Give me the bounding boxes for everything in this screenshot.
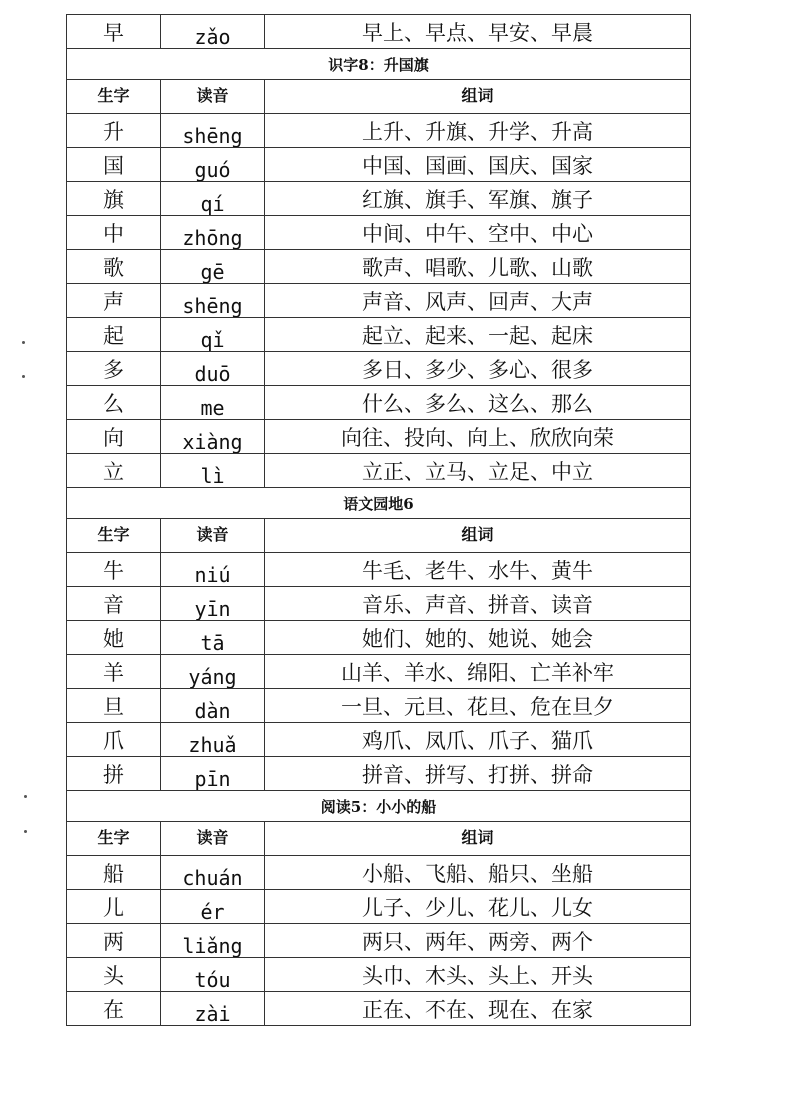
words-cell: 上升、升旗、升学、升高	[265, 114, 691, 148]
pinyin-cell	[161, 587, 265, 621]
scan-speck	[22, 375, 25, 378]
pinyin-cell	[161, 553, 265, 587]
words-cell: 她们、她的、她说、她会	[265, 621, 691, 655]
pinyin-cell	[161, 182, 265, 216]
words-cell: 头巾、木头、头上、开头	[265, 958, 691, 992]
pinyin-cell	[161, 148, 265, 182]
pinyin-text: yáng	[188, 664, 237, 689]
vocabulary-sheet	[66, 14, 690, 1026]
pinyin-cell	[161, 15, 265, 49]
words-cell: 多日、多少、多心、很多	[265, 352, 691, 386]
scan-speck	[24, 795, 27, 798]
character-cell: 多	[67, 352, 161, 386]
table-row	[67, 284, 691, 318]
pinyin-cell	[161, 318, 265, 352]
words-cell: 小船、飞船、船只、坐船	[265, 856, 691, 890]
column-header-row	[67, 519, 691, 553]
section-title-row	[67, 49, 691, 80]
pinyin-text: shēng	[182, 123, 243, 148]
character-cell: 音	[67, 587, 161, 621]
table-row	[67, 386, 691, 420]
pinyin-text: qǐ	[200, 327, 225, 352]
table-row	[67, 420, 691, 454]
scan-speck	[22, 341, 25, 344]
pinyin-text: chuán	[182, 865, 243, 890]
character-cell: 船	[67, 856, 161, 890]
character-cell: 羊	[67, 655, 161, 689]
character-cell: 声	[67, 284, 161, 318]
header-character: 生字	[67, 80, 161, 114]
pinyin-text: zài	[194, 1001, 231, 1026]
words-cell: 中间、中午、空中、中心	[265, 216, 691, 250]
pinyin-cell	[161, 454, 265, 488]
pinyin-text: xiàng	[182, 429, 243, 454]
table-row	[67, 723, 691, 757]
table-row	[67, 587, 691, 621]
words-cell: 拼音、拼写、打拼、拼命	[265, 757, 691, 791]
character-cell: 爪	[67, 723, 161, 757]
words-cell: 中国、国画、国庆、国家	[265, 148, 691, 182]
pinyin-text: pīn	[194, 766, 231, 791]
words-cell: 立正、立马、立足、中立	[265, 454, 691, 488]
pinyin-text: guó	[194, 157, 231, 182]
section-title-row	[67, 488, 691, 519]
table-row	[67, 318, 691, 352]
words-cell: 起立、起来、一起、起床	[265, 318, 691, 352]
pinyin-text: yīn	[194, 596, 231, 621]
words-cell: 什么、多么、这么、那么	[265, 386, 691, 420]
character-cell: 两	[67, 924, 161, 958]
pinyin-cell	[161, 352, 265, 386]
table-row	[67, 689, 691, 723]
character-cell: 中	[67, 216, 161, 250]
pinyin-text: zhōng	[182, 225, 243, 250]
header-character: 生字	[67, 519, 161, 553]
character-cell: 国	[67, 148, 161, 182]
header-pinyin: 读音	[161, 519, 265, 553]
vocabulary-table-body	[67, 15, 691, 1026]
character-cell: 立	[67, 454, 161, 488]
pinyin-text: gē	[200, 259, 225, 284]
pinyin-cell	[161, 655, 265, 689]
pinyin-text: dàn	[194, 698, 231, 723]
words-cell: 早上、早点、早安、早晨	[265, 15, 691, 49]
character-cell: 旦	[67, 689, 161, 723]
pinyin-cell	[161, 890, 265, 924]
pinyin-cell	[161, 420, 265, 454]
character-cell: 在	[67, 992, 161, 1026]
pinyin-cell	[161, 284, 265, 318]
table-row	[67, 352, 691, 386]
table-row	[67, 856, 691, 890]
table-row	[67, 890, 691, 924]
character-cell: 么	[67, 386, 161, 420]
table-row	[67, 757, 691, 791]
pinyin-cell	[161, 250, 265, 284]
vocabulary-table	[66, 14, 691, 1026]
character-cell: 她	[67, 621, 161, 655]
words-cell: 儿子、少儿、花儿、儿女	[265, 890, 691, 924]
table-row	[67, 655, 691, 689]
table-row	[67, 958, 691, 992]
table-row-top	[67, 15, 691, 49]
character-cell: 牛	[67, 553, 161, 587]
words-cell: 音乐、声音、拼音、读音	[265, 587, 691, 621]
pinyin-text: qí	[200, 191, 225, 216]
character-cell: 升	[67, 114, 161, 148]
table-row	[67, 148, 691, 182]
pinyin-text: tā	[200, 630, 225, 655]
pinyin-text: shēng	[182, 293, 243, 318]
header-pinyin: 读音	[161, 80, 265, 114]
section-title: 阅读5：小小的船	[67, 791, 691, 822]
character-cell: 起	[67, 318, 161, 352]
pinyin-text: duō	[194, 361, 231, 386]
words-cell: 向往、投向、向上、欣欣向荣	[265, 420, 691, 454]
character-cell: 儿	[67, 890, 161, 924]
pinyin-cell	[161, 216, 265, 250]
pinyin-cell	[161, 856, 265, 890]
pinyin-cell	[161, 992, 265, 1026]
words-cell: 红旗、旗手、军旗、旗子	[265, 182, 691, 216]
character-cell: 向	[67, 420, 161, 454]
pinyin-cell	[161, 757, 265, 791]
section-title: 语文园地6	[67, 488, 691, 519]
words-cell: 歌声、唱歌、儿歌、山歌	[265, 250, 691, 284]
header-words: 组词	[265, 519, 691, 553]
header-character: 生字	[67, 822, 161, 856]
table-row	[67, 182, 691, 216]
scan-speck	[24, 830, 27, 833]
pinyin-cell	[161, 621, 265, 655]
table-row	[67, 250, 691, 284]
pinyin-text: lì	[200, 463, 225, 488]
table-row	[67, 114, 691, 148]
pinyin-text: me	[200, 395, 225, 420]
pinyin-text: zǎo	[194, 24, 231, 49]
pinyin-cell	[161, 723, 265, 757]
words-cell: 一旦、元旦、花旦、危在旦夕	[265, 689, 691, 723]
pinyin-text: zhuǎ	[188, 732, 237, 757]
table-row	[67, 216, 691, 250]
pinyin-cell	[161, 924, 265, 958]
words-cell: 山羊、羊水、绵阳、亡羊补牢	[265, 655, 691, 689]
character-cell: 头	[67, 958, 161, 992]
words-cell: 声音、风声、回声、大声	[265, 284, 691, 318]
table-row	[67, 454, 691, 488]
section-title-row	[67, 791, 691, 822]
pinyin-text: ér	[200, 899, 225, 924]
pinyin-text: liǎng	[182, 933, 243, 958]
column-header-row	[67, 822, 691, 856]
section-title: 识字8：升国旗	[67, 49, 691, 80]
words-cell: 鸡爪、凤爪、爪子、猫爪	[265, 723, 691, 757]
header-words: 组词	[265, 80, 691, 114]
words-cell: 正在、不在、现在、在家	[265, 992, 691, 1026]
pinyin-cell	[161, 958, 265, 992]
column-header-row	[67, 80, 691, 114]
pinyin-text: niú	[194, 562, 231, 587]
pinyin-text: tóu	[194, 967, 231, 992]
table-row	[67, 553, 691, 587]
table-row	[67, 992, 691, 1026]
header-words: 组词	[265, 822, 691, 856]
character-cell: 早	[67, 15, 161, 49]
pinyin-cell	[161, 386, 265, 420]
character-cell: 旗	[67, 182, 161, 216]
table-row	[67, 924, 691, 958]
words-cell: 牛毛、老牛、水牛、黄牛	[265, 553, 691, 587]
words-cell: 两只、两年、两旁、两个	[265, 924, 691, 958]
pinyin-cell	[161, 689, 265, 723]
pinyin-cell	[161, 114, 265, 148]
table-row	[67, 621, 691, 655]
header-pinyin: 读音	[161, 822, 265, 856]
character-cell: 拼	[67, 757, 161, 791]
character-cell: 歌	[67, 250, 161, 284]
